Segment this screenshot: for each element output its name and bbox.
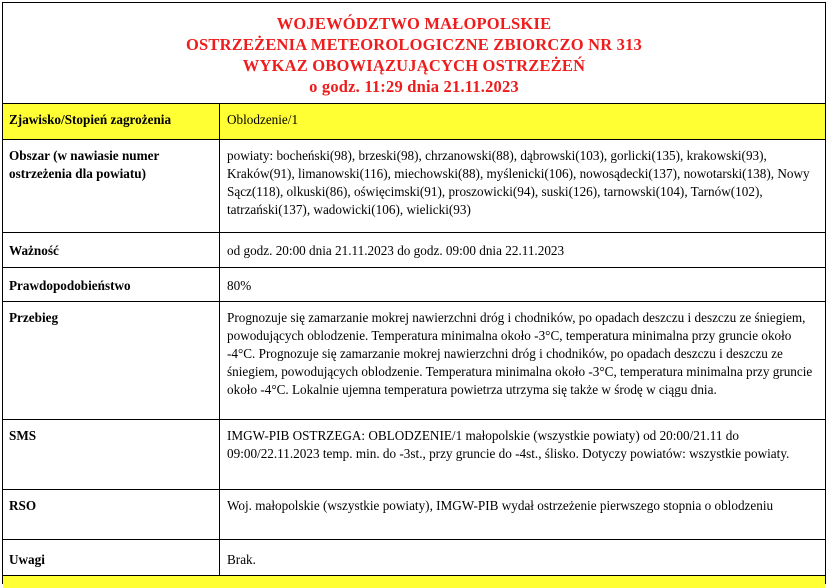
sms-value: IMGW-PIB OSTRZEGA: OBLODZENIE/1 małopolskie (wszystkie powiaty) od 20:00/21.11 do 09:00/22.11.2023 temp. min. do -3st., przy gruncie do -4st., ślisko. Dotyczy powiatów: wszystkie powiaty. xyxy=(227,428,790,461)
row-rso xyxy=(3,490,825,540)
phenomenon-value: Oblodzenie/1 xyxy=(227,112,299,127)
phenomenon-label: Zjawisko/Stopień zagrożenia xyxy=(3,104,220,139)
document-header xyxy=(3,3,825,104)
remarks-label: Uwagi xyxy=(3,540,220,575)
row-course xyxy=(3,302,825,420)
course-label: Przebieg xyxy=(3,302,220,419)
sms-label: SMS xyxy=(3,420,220,489)
header-list-title: WYKAZ OBOWIĄZUJĄCYCH OSTRZEŻEŃ xyxy=(242,56,586,75)
row-remarks xyxy=(3,540,825,576)
validity-value: od godz. 20:00 dnia 21.11.2023 do godz. 09:00 dnia 22.11.2023 xyxy=(227,243,565,258)
row-area xyxy=(3,140,825,233)
row-probability xyxy=(3,268,825,302)
probability-label: Prawdopodobieństwo xyxy=(3,268,220,301)
probability-value: 80% xyxy=(227,278,252,293)
rso-label: RSO xyxy=(3,490,220,539)
area-label: Obszar (w nawiasie numer ostrzeżenia dla powiatu) xyxy=(3,140,220,232)
row-sms xyxy=(3,420,825,490)
header-issue-time: o godz. 11:29 dnia 21.11.2023 xyxy=(309,77,519,96)
area-value: powiaty: bocheński(98), brzeski(98), chrzanowski(88), dąbrowski(103), gorlicki(135), krakowski(93), Kraków(91), limanowski(116), miechowski(88), myślenicki(106), nowosądecki(137), nowotarski(138), Nowy Sącz(118), olkuski(86), oświęcimski(91), proszowicki(94), suski(126), tarnowski(104), Tarnów(102), tatrzański(137), wadowicki(106), wielicki(93) xyxy=(227,148,810,217)
row-validity xyxy=(3,233,825,268)
header-warning-number: OSTRZEŻENIA METEOROLOGICZNE ZBIORCZO NR 313 xyxy=(185,35,643,54)
rso-value: Woj. małopolskie (wszystkie powiaty), IMGW-PIB wydał ostrzeżenie pierwszego stopnia o oblodzeniu xyxy=(227,498,774,513)
row-phenomenon xyxy=(3,104,825,140)
validity-label: Ważność xyxy=(3,233,220,267)
warning-document xyxy=(2,2,826,584)
course-value: Prognozuje się zamarzanie mokrej nawierzchni dróg i chodników, po opadach deszczu i deszczu ze śniegiem, powodujących oblodzenie. Temperatura minimalna około -3°C, temperatura minimalna przy gruncie około -4°C. Prognozuje się zamarzanie mokrej nawierzchni dróg i chodników, po opadach deszczu i deszczu ze śniegiem, powodujących oblodzenie. Temperatura minimalna około -3°C, temperatura minimalna przy gruncie około -4°C. Lokalnie ujemna temperatura powietrza utrzyma się także w środę w ciągu dnia. xyxy=(227,310,813,397)
header-region-title: WOJEWÓDZTWO MAŁOPOLSKIE xyxy=(276,14,552,33)
next-row-strip xyxy=(3,575,825,588)
remarks-value: Brak. xyxy=(227,552,256,567)
